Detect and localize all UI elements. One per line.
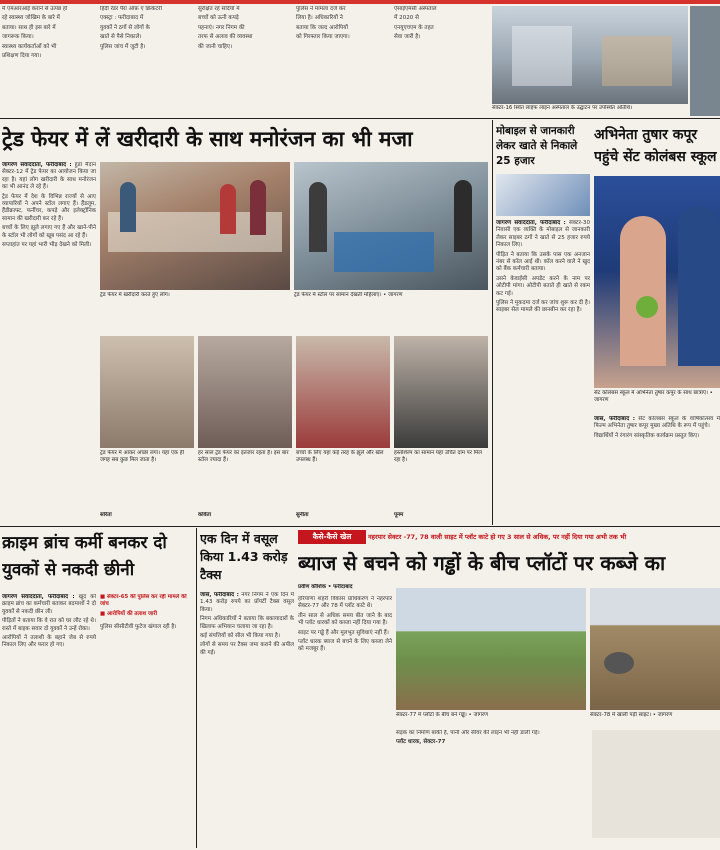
divider <box>0 526 720 527</box>
top-column-1 <box>2 6 96 116</box>
tushar-photo <box>594 176 720 388</box>
photo-person-shape <box>220 184 236 234</box>
tax-para: निगम अधिकारियों ने बताया कि बकायादारों के खिलाफ अभियान चलाया जा रहा है। <box>200 616 294 630</box>
hospital-photo-caption: सेक्टर-16 स्थित लाइफ लाइन अस्पताल के उद्घाटन पर उपस्थित अतिथि। <box>492 105 633 111</box>
photo-counter-shape <box>602 36 672 86</box>
photo-stall-shape <box>334 232 434 272</box>
trade-fair-para: बच्चों के लिए झूले लगाए गए हैं और खाने-पीने के स्टॉल भी लोगों को खूब पसंद आ रहे हैं। <box>2 225 96 239</box>
portrait-name: पूनम <box>394 512 404 518</box>
trade-fair-para: सप्ताहांत पर यहां भारी भीड़ देखने को मिली। <box>2 242 92 249</box>
top-column-2 <box>100 6 194 116</box>
portrait-photo <box>198 336 292 448</box>
mobile-scam-dateline: जागरण संवाददाता, फरीदाबाद : <box>496 220 566 226</box>
top-col-5-line: ऐसाईएमसी अस्पताल <box>394 6 437 12</box>
trade-fair-para: ट्रेड फेयर में देश के विभिन्न राज्यों से आए व्यापारियों ने अपने स्टॉल लगाए हैं। हैंडलूम, हैंडीक्राफ्ट, फर्नीचर, कपड़े और इलेक्ट्रॉनिक सामान की खरीदारी कर रहे हैं। <box>2 193 96 222</box>
top-column-5 <box>394 6 488 116</box>
plots-body <box>298 596 392 848</box>
top-col-4-line: पुलिस ने मामला दर्ज कर <box>296 6 346 12</box>
tushar-photo-caption: सेंट कोलंबस स्कूल में अभिनेता तुषार कपूर के साथ छात्राएं। • जागरण <box>594 390 713 403</box>
plots-footer-name: प्लॉट धारक, सेक्टर-77 <box>396 739 446 746</box>
tax-dateline: जासं, फरीदाबाद : <box>200 592 239 598</box>
top-col-1-line: स्वास्थ्य कार्यकर्ताओं को भी <box>2 43 57 50</box>
portrait-card <box>296 336 390 522</box>
tax-headline: एक दिन में वसूल किया 1.43 करोड़ टैक्स <box>200 531 288 582</box>
crime-branch-dateline: जागरण संवाददाता, फरीदाबाद : <box>2 594 75 600</box>
top-col-2-line: एक्स्ट्रा : फरीदाबाद में <box>100 15 144 22</box>
top-col-1-line: जागरूक किया। <box>2 34 34 41</box>
portrait-card <box>198 336 292 522</box>
photo-window-shape <box>512 26 572 86</box>
portrait-quote: बच्चों के लिए यहां कई तरह के झूले और खेल उपलब्ध हैं। <box>296 450 384 463</box>
plots-photo-1-caption: सेक्टर-77 में प्लॉटों के बीच बने गड्ढे। • जागरण <box>396 712 488 718</box>
top-col-1-line: बताया। साथ ही इस बारे में <box>2 24 56 31</box>
top-col-3-line: की जानी चाहिए। <box>198 43 233 50</box>
tax-para: नगर निगम ने एक दिन में 1.43 करोड़ रुपये का प्रॉपर्टी टैक्स वसूल किया। <box>200 592 294 613</box>
trade-fair-photo-2 <box>294 162 488 290</box>
trade-fair-para: हुडा मैदान सेक्टर-12 में ट्रेड फेयर का आयोजन किया जा रहा है। यहां लोग खरीदारी के साथ मनोरंजन का भी आनंद ले रहे हैं। <box>2 162 96 191</box>
crime-branch-para: पुलिस सीसीटीवी फुटेज खंगाल रही है। <box>100 624 177 630</box>
crime-branch-col-2 <box>100 594 194 848</box>
tushar-para: विद्यार्थियों ने रंगारंग सांस्कृतिक कार्यक्रम प्रस्तुत किए। <box>594 432 700 439</box>
crime-branch-sub-2: ■ आरोपियों की तलाश जारी <box>100 611 158 617</box>
photo-person-shape <box>620 216 666 366</box>
plots-photo-2 <box>590 588 720 710</box>
photo-person-shape <box>309 182 327 252</box>
top-col-1-line: में एमआरआई कराने से उत्पन्न हो <box>2 6 68 12</box>
crime-branch-body <box>2 594 96 848</box>
plots-para: प्लॉट धारक ब्याज से बचने के लिए कब्जा लेने को मजबूर हैं। <box>298 639 392 653</box>
plots-headline: ब्याज से बचने को गड्ढों के बीच प्लॉटों पर कब्जे का <box>298 551 666 575</box>
plots-note-text: सड़क का निर्माण बाकी है, पानी और सीवर की लाइन भी नहीं डाली गई। <box>396 730 540 736</box>
plots-para: साइट पर गड्ढे हैं और मूलभूत सुविधाएं नहीं हैं। <box>298 629 389 636</box>
plots-para: तीन साल से अधिक समय बीत जाने के बाद भी प्लॉट धारकों को कब्जा नहीं दिया गया है। <box>298 612 392 627</box>
portrait-name: सुनीता <box>296 512 309 518</box>
mobile-scam-para: उसने केवाईसी अपडेट करने के नाम पर ओटीपी मांगा। ओटीपी बताते ही खाते से रकम कट गई। <box>496 275 590 297</box>
top-col-1-line: प्रशिक्षण दिया गया। <box>2 53 42 60</box>
edge-photo <box>690 6 720 116</box>
portrait-card <box>394 336 488 522</box>
portrait-name: कविता <box>198 512 212 518</box>
top-color-band <box>0 0 720 4</box>
top-column-4 <box>296 6 390 116</box>
trade-fair-dateline: जागरण संवाददाता, फरीदाबाद : <box>2 162 72 168</box>
top-col-3-line: बच्चों को ऊनी कपड़े <box>198 15 239 22</box>
top-col-3-line: पहनाएं। नगर निगम की <box>198 24 245 31</box>
photo-person-shape <box>678 206 720 366</box>
plots-note <box>396 730 586 838</box>
plots-sidebar-box <box>592 730 720 838</box>
mobile-scam-photo <box>496 174 590 216</box>
mobile-scam-para: पीड़ित ने बताया कि उसके पास एक अनजान नंबर से कॉल आई थी। कॉल करने वाले ने खुद को बैंक कर्मचारी बताया। <box>496 251 590 273</box>
trade-fair-body <box>2 162 96 522</box>
photo-plant-shape <box>636 296 658 318</box>
photo-person-shape <box>250 180 266 235</box>
plots-tag: कैसे-कैसे खेल <box>298 530 366 544</box>
tushar-body <box>594 416 720 522</box>
top-col-2-line: खाते से पैसे निकाले। <box>100 34 142 41</box>
trade-fair-photo-2-caption: ट्रेड फेयर में स्टॉल पर सामान देखती महिलाएं। • जागरण <box>294 292 403 298</box>
portrait-quote: ट्रेड फेयर में आकर अच्छा लगा। यहां एक ही जगह सब कुछ मिल जाता है। <box>100 450 185 463</box>
photo-person-shape <box>120 182 136 232</box>
top-col-5-line: में 2020 से <box>394 15 419 22</box>
tushar-dateline: जासं, फरीदाबाद : <box>594 416 635 422</box>
top-col-1-line: रहे स्वास्थ्य जोखिम के बारे में <box>2 15 60 22</box>
plots-photo-2-caption: सेक्टर-78 में खाली पड़ी साइट। • जागरण <box>590 712 673 718</box>
top-col-4-line: बताया कि जल्द आरोपियों <box>296 24 348 31</box>
trade-fair-photo-1 <box>100 162 290 290</box>
trade-fair-photo-1-caption: ट्रेड फेयर में खरीदारी करते हुए लोग। <box>100 292 170 298</box>
portrait-name: सरिता <box>100 512 112 518</box>
mobile-scam-para: सेक्टर-30 निवासी एक व्यक्ति के मोबाइल से जानकारी लेकर साइबर ठगों ने खाते से 25 हजार रुपये निकाल लिए। <box>496 220 590 249</box>
tax-para: लोगों से समय पर टैक्स जमा कराने की अपील की गई। <box>200 642 294 656</box>
crime-branch-para: पीड़ितों ने बताया कि वे रात को घर लौट रहे थे। रास्ते में बाइक सवार दो युवकों ने उन्हें रोका। <box>2 618 96 632</box>
tushar-headline: अभिनेता तुषार कपूर पहुंचे सेंट कोलंबस स्कूल <box>594 127 717 165</box>
portrait-photo <box>296 336 390 448</box>
top-col-4-line: को गिरफ्तार किया जाएगा। <box>296 34 350 41</box>
column-divider <box>492 120 493 525</box>
plots-strap: नहरपार सेक्टर -77, 78 वाली साइट में प्लॉट काटे हो गए 3 साल से अधिक, पर नहीं दिया गया अभी तक भी <box>368 533 627 541</box>
tushar-para: सेंट कोलंबस स्कूल के वार्षिकोत्सव में फिल्म अभिनेता तुषार कपूर मुख्य अतिथि के रूप में पहुंचे। <box>594 416 720 430</box>
column-divider <box>196 528 197 848</box>
top-col-2-line: युवकों ने ठगों से लोगों के <box>100 24 150 31</box>
photo-person-shape <box>454 180 472 252</box>
trade-fair-headline: ट्रेड फेयर में लें खरीदारी के साथ मनोरंजन का भी मजा <box>2 127 413 151</box>
portrait-photo <box>394 336 488 448</box>
top-col-5-line: सेवा जारी है। <box>394 34 421 41</box>
mobile-scam-headline: मोबाइल से जानकारी लेकर खाते से निकाले 25 हजार <box>496 125 578 167</box>
portrait-quote: हर साल ट्रेड फेयर का इंतजार रहता है। इस बार स्टॉल ज्यादा हैं। <box>198 450 289 463</box>
divider <box>0 118 720 119</box>
top-column-3 <box>198 6 292 116</box>
tax-body <box>200 592 294 848</box>
portrait-photo <box>100 336 194 448</box>
top-col-4-line: लिया है। अधिकारियों ने <box>296 15 343 22</box>
crime-branch-para: आरोपियों ने तलाशी के बहाने जेब से रुपये निकाल लिए और फरार हो गए। <box>2 635 96 649</box>
tax-para: कई संपत्तियों को सील भी किया गया है। <box>200 633 280 640</box>
top-col-2-line: हिंदी रेडर पैरा ऑफ़ ए क्रिकेटरी <box>100 6 162 12</box>
crime-branch-headline: क्राइम ब्रांच कर्मी बनकर दो युवकों से नकदी छीनी <box>2 533 167 580</box>
crime-branch-sub-1: ■ सेक्टर-65 की पुलिस कर रही मामले की जांच <box>100 594 187 607</box>
portrait-card <box>100 336 194 522</box>
hospital-photo <box>492 6 688 104</box>
top-col-5-line: एनयूएचएम के तहत <box>394 24 434 31</box>
top-col-3-line: तरफ से अलाव की व्यवस्था <box>198 34 253 41</box>
crime-branch-para: खुद को क्राइम ब्रांच का कर्मचारी बताकर बदमाशों ने दो युवकों से नकदी छीन ली। <box>2 594 96 615</box>
plots-photo-1 <box>396 588 586 710</box>
photo-tyre-shape <box>604 652 634 674</box>
plots-byline: प्रवीण कौशिक • फरीदाबाद <box>298 584 353 590</box>
top-col-2-line: पुलिस जांच में जुटी है। <box>100 43 146 50</box>
mobile-scam-para: पुलिस ने मुकदमा दर्ज कर जांच शुरू कर दी है। साइबर सेल मामले की छानबीन कर रहा है। <box>496 300 590 314</box>
portrait-quote: हस्तशिल्प का सामान यहां उचित दाम पर मिल रहा है। <box>394 450 482 463</box>
top-col-3-line: सुरक्षित रहे सर्दियों में <box>198 6 240 12</box>
mobile-scam-body <box>496 220 590 522</box>
plots-para: हरियाणा शहरी विकास प्राधिकरण ने नहरपार सेक्टर-77 और 78 में प्लॉट काटे थे। <box>298 596 392 610</box>
